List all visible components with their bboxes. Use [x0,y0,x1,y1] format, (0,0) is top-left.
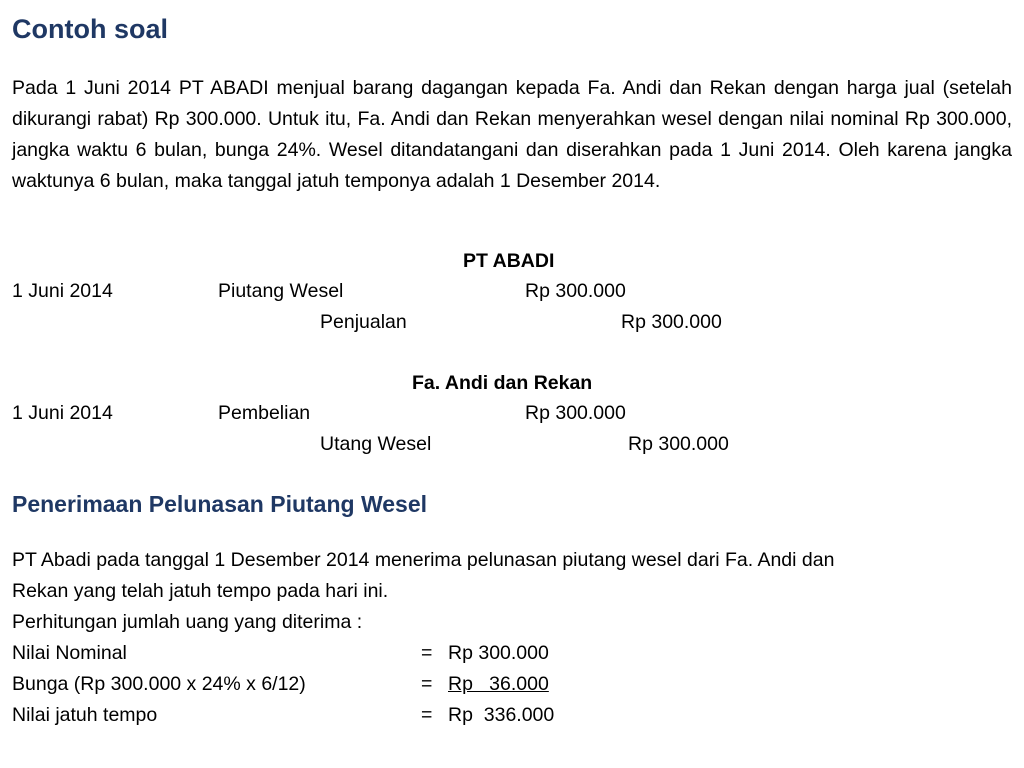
journal-abadi-debit-account: Piutang Wesel [218,280,344,302]
journal-abadi-credit-amount: Rp 300.000 [621,311,722,333]
intro-paragraph: Pada 1 Juni 2014 PT ABADI menjual barang dagangan kepada Fa. Andi dan Rekan dengan harga jual (setelah dikurangi rabat) Rp 300.000. Untuk itu, Fa. Andi dan Rekan menyerahkan wesel dengan nilai nominal Rp 300.000, jangka waktu 6 bulan, bunga 24%. Wesel ditandatangani dan diserahkan pada 1 Juni 2014. Oleh karena jangka waktunya 6 bulan, maka tanggal jatuh temponya adalah 1 Desember 2014. [12,77,1012,192]
section-text-line-2: Rekan yang telah jatuh tempo pada hari ini. [12,580,389,602]
calc-value-jatuh-tempo: Rp 336.000 [448,704,555,726]
journal-andi-debit-account: Pembelian [218,402,311,424]
journal-andi-heading: Fa. Andi dan Rekan [412,372,593,394]
section-title: Penerimaan Pelunasan Piutang Wesel [12,491,427,517]
calc-value-bunga: Rp 36.000 [448,673,549,695]
calc-label-nominal: Nilai Nominal [12,642,127,664]
calc-label-jatuh-tempo: Nilai jatuh tempo [12,704,158,726]
journal-abadi-debit-amount: Rp 300.000 [525,280,626,302]
journal-andi-credit-account: Utang Wesel [320,433,432,455]
journal-andi-date: 1 Juni 2014 [12,402,113,424]
journal-abadi-heading: PT ABADI [463,250,555,272]
page-title: Contoh soal [12,14,168,44]
journal-abadi-date: 1 Juni 2014 [12,280,113,302]
calc-value-nominal: Rp 300.000 [448,642,549,664]
journal-andi-debit-amount: Rp 300.000 [525,402,626,424]
journal-andi-credit-amount: Rp 300.000 [628,433,729,455]
calc-equals-nominal: = [421,642,433,664]
section-text-line-3: Perhitungan jumlah uang yang diterima : [12,611,363,633]
section-text-line-1: PT Abadi pada tanggal 1 Desember 2014 menerima pelunasan piutang wesel dari Fa. Andi dan [12,549,835,571]
calc-equals-bunga: = [421,673,433,695]
journal-abadi-credit-account: Penjualan [320,311,407,333]
calc-label-bunga: Bunga (Rp 300.000 x 24% x 6/12) [12,673,306,695]
calc-equals-jatuh-tempo: = [421,704,433,726]
